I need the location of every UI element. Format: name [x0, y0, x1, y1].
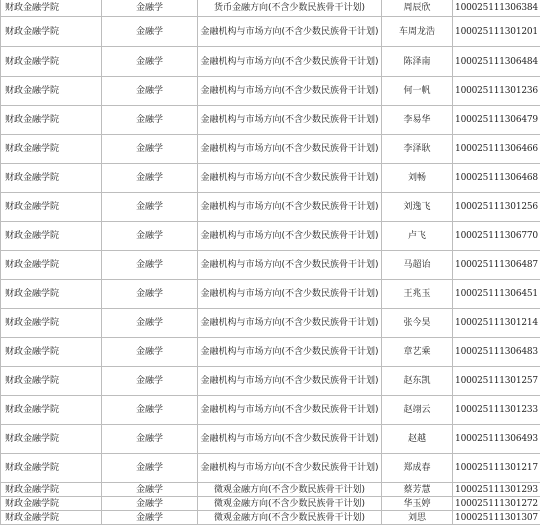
- direction-cell: 金融机构与市场方向(不含少数民族骨干计划): [198, 106, 382, 135]
- name-cell: 陈泽南: [382, 47, 453, 77]
- table-row: [1, 0, 540, 17]
- direction-cell: 金融机构与市场方向(不含少数民族骨干计划): [198, 77, 382, 106]
- candidate-id-cell: 100025111306384: [453, 0, 540, 17]
- candidate-id-cell: 100025111306466: [453, 135, 540, 164]
- candidate-id-cell: 100025111301233: [453, 396, 540, 425]
- table-row: [1, 106, 540, 135]
- candidate-id-cell: 100025111306493: [453, 425, 540, 454]
- table-row: [1, 367, 540, 396]
- table-row: [1, 454, 540, 483]
- major-cell: 金融学: [102, 251, 198, 280]
- school-cell: 财政金融学院: [1, 222, 102, 251]
- table-row: [1, 483, 540, 497]
- candidate-id-cell: 100025111306484: [453, 47, 540, 77]
- school-cell: 财政金融学院: [1, 396, 102, 425]
- name-cell: 赵翊云: [382, 396, 453, 425]
- school-cell: 财政金融学院: [1, 483, 102, 497]
- direction-cell: 金融机构与市场方向(不含少数民族骨干计划): [198, 251, 382, 280]
- direction-cell: 货币金融方向(不含少数民族骨干计划): [198, 0, 382, 17]
- major-cell: 金融学: [102, 164, 198, 193]
- table-row: [1, 135, 540, 164]
- major-cell: 金融学: [102, 106, 198, 135]
- name-cell: 刘畅: [382, 164, 453, 193]
- major-cell: 金融学: [102, 17, 198, 47]
- school-cell: 财政金融学院: [1, 193, 102, 222]
- school-cell: 财政金融学院: [1, 77, 102, 106]
- name-cell: 马超诒: [382, 251, 453, 280]
- major-cell: 金融学: [102, 367, 198, 396]
- name-cell: 李泽耿: [382, 135, 453, 164]
- school-cell: 财政金融学院: [1, 497, 102, 511]
- major-cell: 金融学: [102, 425, 198, 454]
- name-cell: 赵东凯: [382, 367, 453, 396]
- direction-cell: 金融机构与市场方向(不含少数民族骨干计划): [198, 222, 382, 251]
- candidate-id-cell: 100025111306487: [453, 251, 540, 280]
- name-cell: 章艺乘: [382, 338, 453, 367]
- table-row: [1, 280, 540, 309]
- major-cell: 金融学: [102, 77, 198, 106]
- candidate-id-cell: 100025111301256: [453, 193, 540, 222]
- school-cell: 财政金融学院: [1, 338, 102, 367]
- major-cell: 金融学: [102, 47, 198, 77]
- major-cell: 金融学: [102, 222, 198, 251]
- major-cell: 金融学: [102, 309, 198, 338]
- school-cell: 财政金融学院: [1, 106, 102, 135]
- table-row: [1, 396, 540, 425]
- table-row: [1, 309, 540, 338]
- direction-cell: 金融机构与市场方向(不含少数民族骨干计划): [198, 338, 382, 367]
- candidate-id-cell: 100025111301307: [453, 511, 540, 525]
- candidate-id-cell: 100025111301214: [453, 309, 540, 338]
- candidate-id-cell: 100025111301217: [453, 454, 540, 483]
- table-row: [1, 193, 540, 222]
- name-cell: 刘逸飞: [382, 193, 453, 222]
- school-cell: 财政金融学院: [1, 135, 102, 164]
- candidate-id-cell: 100025111301293: [453, 483, 540, 497]
- direction-cell: 金融机构与市场方向(不含少数民族骨干计划): [198, 454, 382, 483]
- direction-cell: 金融机构与市场方向(不含少数民族骨干计划): [198, 17, 382, 47]
- direction-cell: 金融机构与市场方向(不含少数民族骨干计划): [198, 193, 382, 222]
- name-cell: 张今昊: [382, 309, 453, 338]
- name-cell: 李易华: [382, 106, 453, 135]
- name-cell: 刘思: [382, 511, 453, 525]
- major-cell: 金融学: [102, 396, 198, 425]
- school-cell: 财政金融学院: [1, 511, 102, 525]
- name-cell: 华玉婷: [382, 497, 453, 511]
- school-cell: 财政金融学院: [1, 17, 102, 47]
- school-cell: 财政金融学院: [1, 0, 102, 17]
- name-cell: 周辰欣: [382, 0, 453, 17]
- candidate-id-cell: 100025111306483: [453, 338, 540, 367]
- direction-cell: 金融机构与市场方向(不含少数民族骨干计划): [198, 47, 382, 77]
- major-cell: 金融学: [102, 511, 198, 525]
- name-cell: 车周龙浩: [382, 17, 453, 47]
- direction-cell: 金融机构与市场方向(不含少数民族骨干计划): [198, 425, 382, 454]
- direction-cell: 金融机构与市场方向(不含少数民族骨干计划): [198, 367, 382, 396]
- candidate-id-cell: 100025111301272: [453, 497, 540, 511]
- name-cell: 蔡芳慧: [382, 483, 453, 497]
- major-cell: 金融学: [102, 280, 198, 309]
- major-cell: 金融学: [102, 193, 198, 222]
- direction-cell: 金融机构与市场方向(不含少数民族骨干计划): [198, 280, 382, 309]
- major-cell: 金融学: [102, 135, 198, 164]
- school-cell: 财政金融学院: [1, 309, 102, 338]
- school-cell: 财政金融学院: [1, 454, 102, 483]
- candidate-id-cell: 100025111301201: [453, 17, 540, 47]
- name-cell: 卢飞: [382, 222, 453, 251]
- major-cell: 金融学: [102, 338, 198, 367]
- direction-cell: 微观金融方向(不含少数民族骨干计划): [198, 483, 382, 497]
- candidate-id-cell: 100025111301236: [453, 77, 540, 106]
- major-cell: 金融学: [102, 497, 198, 511]
- school-cell: 财政金融学院: [1, 47, 102, 77]
- name-cell: 郑成春: [382, 454, 453, 483]
- candidate-id-cell: 100025111301257: [453, 367, 540, 396]
- school-cell: 财政金融学院: [1, 280, 102, 309]
- candidate-id-cell: 100025111306479: [453, 106, 540, 135]
- name-cell: 赵越: [382, 425, 453, 454]
- direction-cell: 微观金融方向(不含少数民族骨干计划): [198, 511, 382, 525]
- major-cell: 金融学: [102, 0, 198, 17]
- candidate-id-cell: 100025111306451: [453, 280, 540, 309]
- name-cell: 何一帆: [382, 77, 453, 106]
- name-cell: 王兆玉: [382, 280, 453, 309]
- school-cell: 财政金融学院: [1, 251, 102, 280]
- major-cell: 金融学: [102, 483, 198, 497]
- major-cell: 金融学: [102, 454, 198, 483]
- table-body: [1, 0, 540, 525]
- table-row: [1, 497, 540, 511]
- direction-cell: 金融机构与市场方向(不含少数民族骨干计划): [198, 309, 382, 338]
- table-row: [1, 77, 540, 106]
- table-row: [1, 251, 540, 280]
- direction-cell: 金融机构与市场方向(不含少数民族骨干计划): [198, 164, 382, 193]
- direction-cell: 金融机构与市场方向(不含少数民族骨干计划): [198, 135, 382, 164]
- table-row: [1, 17, 540, 47]
- school-cell: 财政金融学院: [1, 164, 102, 193]
- table-row: [1, 425, 540, 454]
- school-cell: 财政金融学院: [1, 425, 102, 454]
- direction-cell: 微观金融方向(不含少数民族骨干计划): [198, 497, 382, 511]
- candidate-id-cell: 100025111306770: [453, 222, 540, 251]
- table-row: [1, 222, 540, 251]
- school-cell: 财政金融学院: [1, 367, 102, 396]
- table-row: [1, 47, 540, 77]
- candidate-id-cell: 100025111306468: [453, 164, 540, 193]
- table-row: [1, 338, 540, 367]
- direction-cell: 金融机构与市场方向(不含少数民族骨干计划): [198, 396, 382, 425]
- table-row: [1, 164, 540, 193]
